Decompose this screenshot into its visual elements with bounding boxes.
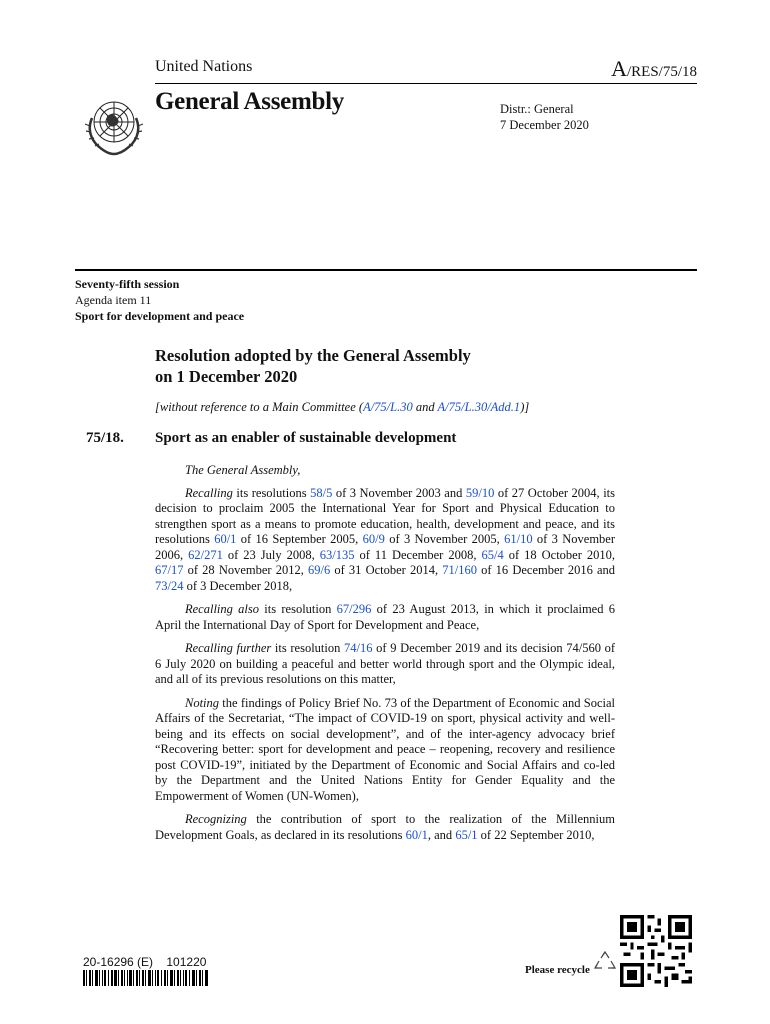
resolution-title bbox=[155, 345, 471, 387]
para-text: of 28 November 2012, bbox=[183, 563, 308, 577]
resolution-link[interactable]: 60/1 bbox=[405, 827, 428, 842]
ref-link-l30[interactable]: A/75/L.30 bbox=[363, 400, 413, 414]
para-text: the contribution of sport to the realization of the Millennium Development Goals, as declared in its resolutions bbox=[155, 812, 615, 842]
resolution-link[interactable]: 67/296 bbox=[336, 602, 372, 616]
ref-prefix: [without reference to a Main Committee ( bbox=[155, 400, 364, 414]
paragraph-recalling-also bbox=[155, 602, 615, 633]
issue-date: 7 December 2020 bbox=[500, 118, 589, 132]
para-lead: Recognizing bbox=[185, 812, 247, 826]
document-symbol bbox=[611, 56, 697, 82]
para-text: of 16 December 2016 and bbox=[476, 563, 616, 577]
para-lead: Recalling bbox=[185, 485, 233, 500]
preamble bbox=[155, 463, 615, 851]
para-text: of 3 December 2018, bbox=[183, 578, 293, 593]
para-text: of 3 November 2005, bbox=[384, 532, 505, 546]
document-symbol-rest: /RES/75/18 bbox=[626, 64, 697, 80]
paragraph-recognizing bbox=[155, 812, 615, 843]
header-rule bbox=[155, 83, 697, 84]
document-code: 20-16296 (E) 101220 bbox=[83, 955, 207, 969]
committee-reference bbox=[155, 400, 529, 415]
ref-and: and bbox=[412, 400, 438, 414]
para-text: of 31 October 2014, bbox=[330, 563, 443, 577]
para-text: of 9 December 2019 and its decision 74/560 of 6 July 2020 on building a peaceful and better world through sport and the Olympic ideal, and all of its previous resolutions on this matter, bbox=[155, 641, 616, 686]
resolution-link[interactable]: 67/17 bbox=[155, 563, 184, 577]
para-text: of 23 July 2008, bbox=[222, 547, 320, 562]
session-block bbox=[75, 276, 244, 324]
para-text: of 3 November 2006, bbox=[155, 532, 616, 562]
preamble-opening bbox=[155, 463, 615, 479]
resolution-link[interactable]: 71/160 bbox=[442, 563, 477, 577]
para-text: , and bbox=[427, 827, 456, 842]
agenda-topic: Sport for development and peace bbox=[75, 309, 245, 323]
resolution-title-line1: Resolution adopted by the General Assembly bbox=[155, 346, 471, 365]
qr-code-icon bbox=[620, 915, 692, 987]
agenda-item: Agenda item 11 bbox=[75, 293, 152, 307]
para-text: of 18 October 2010, bbox=[503, 547, 616, 562]
recycle-label: Please recycle bbox=[525, 964, 590, 976]
para-text: of 11 December 2008, bbox=[354, 547, 482, 562]
distribution: Distr.: General bbox=[500, 102, 574, 116]
resolution-number: 75/18. bbox=[86, 430, 124, 446]
resolution-title-line2: on 1 December 2020 bbox=[155, 367, 298, 386]
paragraph-noting bbox=[155, 696, 615, 805]
resolution-link[interactable]: 65/1 bbox=[455, 827, 478, 842]
para-text: of 16 September 2005, bbox=[236, 532, 363, 546]
para-lead: Recalling further bbox=[185, 641, 272, 655]
recycle-icon bbox=[592, 950, 618, 976]
para-text: of 3 November 2003 and bbox=[332, 485, 466, 500]
para-text: of 23 August 2013, in which it proclaimed 6 April the International Day of Sport for Development and Peace, bbox=[155, 602, 615, 632]
para-lead: Noting bbox=[185, 695, 220, 710]
un-emblem-icon bbox=[78, 88, 150, 160]
barcode-icon bbox=[83, 970, 208, 986]
organization-name: United Nations bbox=[155, 58, 253, 75]
ref-suffix: )] bbox=[520, 400, 530, 414]
distribution-block bbox=[500, 101, 589, 133]
para-text: of 27 October 2004, its decision to proclaim 2005 the International Year for Sport and Physical Education to strengthen sport as a means to promote education, health, development and peace, and its resolutions bbox=[155, 485, 616, 546]
para-text: its resolution bbox=[259, 602, 337, 616]
para-text: of 22 September 2010, bbox=[477, 827, 595, 842]
resolution-link[interactable]: 60/9 bbox=[362, 532, 385, 546]
para-text: its resolutions bbox=[232, 485, 311, 500]
resolution-link[interactable]: 63/135 bbox=[319, 547, 355, 562]
resolution-link[interactable]: 65/4 bbox=[481, 547, 504, 562]
resolution-link[interactable]: 61/10 bbox=[504, 532, 533, 546]
preamble-opening-text: The General Assembly, bbox=[185, 463, 301, 477]
resolution-link[interactable]: 58/5 bbox=[310, 485, 333, 500]
para-lead: Recalling also bbox=[185, 602, 260, 616]
resolution-link[interactable]: 59/10 bbox=[465, 485, 495, 500]
session-rule bbox=[75, 269, 697, 271]
resolution-subtitle: Sport as an enabler of sustainable development bbox=[155, 430, 457, 446]
resolution-link[interactable]: 74/16 bbox=[344, 641, 373, 655]
para-text: the findings of Policy Brief No. 73 of the Department of Economic and Social Affairs of the Secretariat, “The impact of COVID-19 on sport, physical activity and well-being and its effects on social development”, and of the inter-agency advocacy brief “Recovering better: sport for development and peace – reopening, recovery and resilience post COVID-19”, initiated by the Department of Economic and Social Affairs and co-led by the Department and the United Nations Entity for Gender Equality and the Empowerment of Women (UN-Women), bbox=[155, 695, 615, 803]
paragraph-recalling-further bbox=[155, 641, 615, 688]
resolution-link[interactable]: 73/24 bbox=[155, 578, 184, 593]
resolution-link[interactable]: 60/1 bbox=[214, 532, 237, 546]
session-name: Seventy-fifth session bbox=[75, 277, 180, 291]
document-symbol-initial: A bbox=[611, 56, 627, 81]
ref-link-l30-add1[interactable]: A/75/L.30/Add.1 bbox=[437, 400, 521, 414]
para-text: its resolution bbox=[271, 641, 345, 655]
body-name: General Assembly bbox=[155, 88, 344, 115]
resolution-link[interactable]: 62/271 bbox=[188, 547, 223, 562]
paragraph-recalling bbox=[155, 486, 615, 595]
resolution-link[interactable]: 69/6 bbox=[308, 563, 331, 577]
